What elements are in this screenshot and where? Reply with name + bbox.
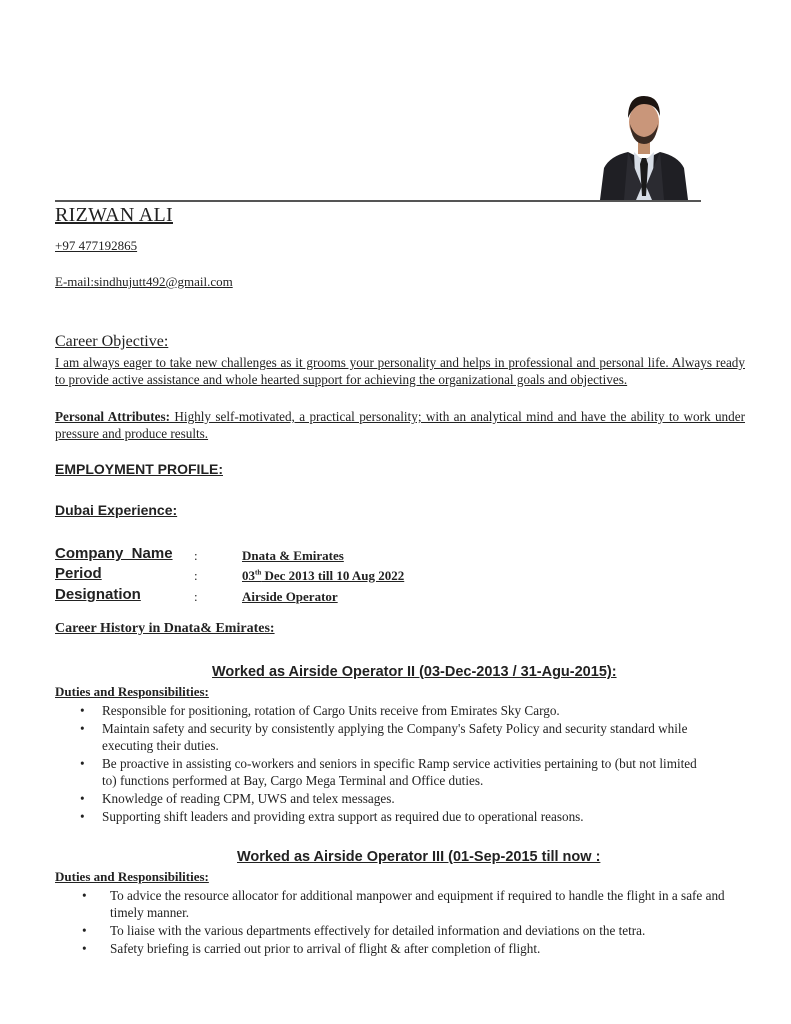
duty-text: Responsible for positioning, rotation of Cargo Units receive from Emirates Sky Cargo. xyxy=(102,703,560,718)
email-address[interactable]: E-mail:sindhujutt492@gmail.com xyxy=(55,274,233,289)
duty-text: Safety briefing is carried out prior to arrival of flight & after completion of flight. xyxy=(110,941,541,956)
list-item xyxy=(80,922,730,939)
period-day: 03 xyxy=(242,568,255,583)
designation-value: Airside Operator xyxy=(242,589,338,604)
duty-text: To advice the resource allocator for additional manpower and equipment if required to handle the flight in a safe and timely manner. xyxy=(110,888,725,920)
bullet-icon: • xyxy=(80,809,85,824)
list-item xyxy=(80,940,730,957)
role-2-title: Worked as Airside Operator III (01-Sep-2015 till now : xyxy=(237,849,601,865)
list-item xyxy=(78,790,708,807)
duty-text: To liaise with the various departments effectively for detailed information and deviations on the tetra. xyxy=(110,923,646,938)
company-name-label: Company Name xyxy=(55,545,173,562)
bullet-icon: • xyxy=(80,703,85,718)
bullet-icon: • xyxy=(82,941,87,956)
profile-photo xyxy=(598,90,690,200)
career-objective-heading: Career Objective: xyxy=(55,333,169,350)
designation-label: Designation xyxy=(55,586,141,603)
header-divider xyxy=(55,200,701,202)
personal-attributes xyxy=(55,408,745,442)
career-objective-text: I am always eager to take new challenges as it grooms your personality and helps in professional and personal life. Always ready to provide active assistance and whole hearted support for achieving the organizational goals and objectives. xyxy=(55,355,745,387)
bullet-icon: • xyxy=(80,791,85,806)
designation-colon: : xyxy=(194,589,198,604)
role-1-title: Worked as Airside Operator II (03-Dec-2013 / 31-Agu-2015): xyxy=(212,664,617,680)
dubai-experience-heading: Dubai Experience: xyxy=(55,502,178,518)
list-item xyxy=(80,887,730,921)
personal-attributes-text: Highly self-motivated, a practical personality; with an analytical mind and have the ability to work under pressure and produce results. xyxy=(55,409,745,441)
period-colon: : xyxy=(194,568,198,583)
employment-profile-heading: EMPLOYMENT PROFILE: xyxy=(55,461,223,477)
list-item xyxy=(78,702,708,719)
bullet-icon: • xyxy=(80,721,85,736)
period-day-suffix: th xyxy=(255,568,262,577)
company-name-value: Dnata & Emirates xyxy=(242,548,344,563)
role-2-duties-label: Duties and Responsibilities: xyxy=(55,869,209,884)
duty-text: Maintain safety and security by consistently applying the Company's Safety Policy and security standard while executing their duties. xyxy=(102,721,688,753)
duty-text: Knowledge of reading CPM, UWS and telex messages. xyxy=(102,791,395,806)
role-2-duties-list xyxy=(80,887,730,958)
list-item xyxy=(78,755,708,789)
role-1-duties-label: Duties and Responsibilities: xyxy=(55,684,209,699)
personal-attributes-label: Personal Attributes: xyxy=(55,409,170,424)
period-value xyxy=(242,568,404,584)
candidate-name: RIZWAN ALI xyxy=(55,204,173,226)
bullet-icon: • xyxy=(80,756,85,771)
duty-text: Supporting shift leaders and providing extra support as required due to operational reasons. xyxy=(102,809,584,824)
bullet-icon: • xyxy=(82,923,87,938)
bullet-icon: • xyxy=(82,888,87,903)
career-history-heading: Career History in Dnata& Emirates: xyxy=(55,621,275,636)
period-rest: Dec 2013 till 10 Aug 2022 xyxy=(261,568,405,583)
role-1-duties-list xyxy=(78,702,708,826)
list-item xyxy=(78,720,708,754)
company-name-colon: : xyxy=(194,548,198,563)
period-label: Period xyxy=(55,565,102,582)
duty-text: Be proactive in assisting co-workers and seniors in specific Ramp service activities pertaining to (but not limited to) functions performed at Bay, Cargo Mega Terminal and Office duties. xyxy=(102,756,697,788)
list-item xyxy=(78,808,708,825)
phone-number[interactable]: +97 477192865 xyxy=(55,238,138,253)
